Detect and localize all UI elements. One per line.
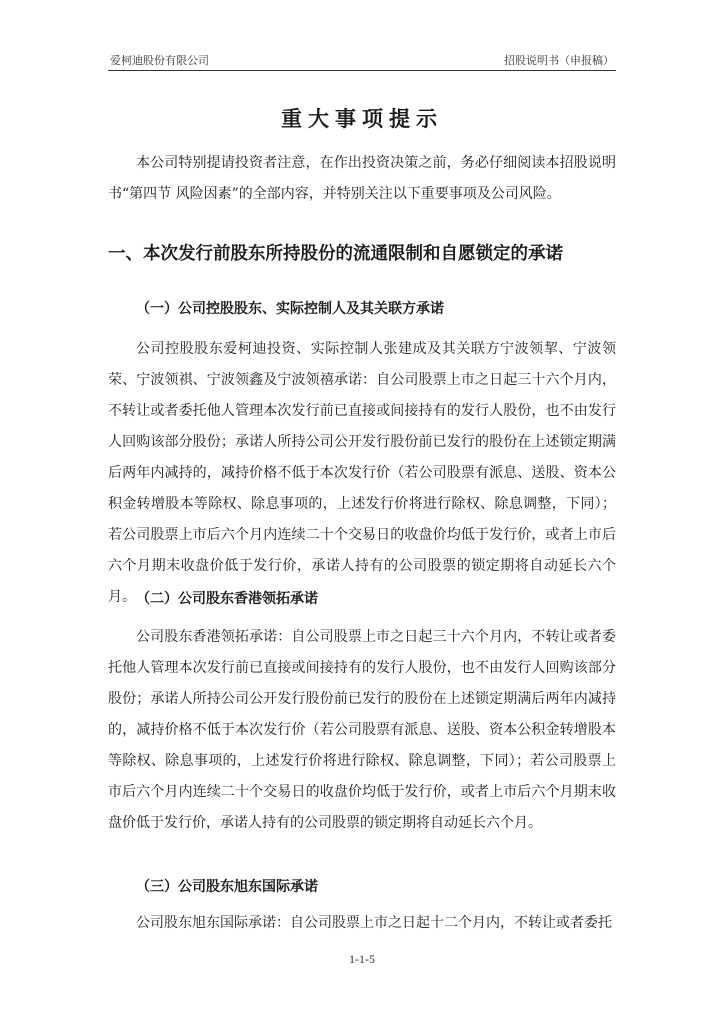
subsection-1-paragraph: 公司控股股东爱柯迪投资、实际控制人张建成及其关联方宁波领挈、宁波领荣、宁波领祺、宁波领鑫及宁波领禧承诺：自公司股票上市之日起三十六个月内，不转让或者委托他人管理本次发行前已直接或间接持有的发行人股份，也不由发行人回购该部分股份；承诺人所持公司公开发行股份前已发行的股份在上述锁定期满后两年内减持的，减持价格不低于本次发行价（若公司股票有派息、送股、资本公积金转增股本等除权、除息事项的，上述发行价将进行除权、除息调整，下同）；若公司股票上市后六个月内连续二十个交易日的收盘价均低于发行价，或者上市后六个月期末收盘价低于发行价，承诺人持有的公司股票的锁定期将自动延长六个月。 bbox=[108, 341, 616, 605]
subsection-2-heading: （二）公司股东香港领拓承诺 bbox=[136, 591, 318, 607]
page-title: 重大事项提示 bbox=[281, 107, 443, 131]
subsection-1-heading: （一）公司控股股东、实际控制人及其关联方承诺 bbox=[136, 301, 444, 317]
intro-paragraph: 本公司特别提请投资者注意，在作出投资决策之前，务必仔细阅读本招股说明书“第四节 风险因素”的全部内容，并特别关注以下重要事项及公司风险。 bbox=[108, 155, 616, 202]
header-company-name: 爱柯迪股份有限公司 bbox=[110, 54, 209, 67]
page-header bbox=[108, 50, 616, 71]
subsection-3-heading: （三）公司股东旭东国际承诺 bbox=[136, 879, 318, 895]
subsection-3-paragraph: 公司股东旭东国际承诺：自公司股票上市之日起十二个月内，不转让或者委托 bbox=[136, 915, 612, 931]
section-1-heading: 一、本次发行前股东所持股份的流通限制和自愿锁定的承诺 bbox=[108, 244, 563, 264]
page-number: 1-1-5 bbox=[349, 952, 375, 966]
subsection-2-paragraph: 公司股东香港领拓承诺：自公司股票上市之日起三十六个月内，不转让或者委托他人管理本次发行前已直接或间接持有的发行人股份，也不由发行人回购该部分股份；承诺人所持公司公开发行股份前已发行的股份在上述锁定期满后两年内减持的，减持价格不低于本次发行价（若公司股票有派息、送股、资本公积金转增股本等除权、除息事项的，上述发行价将进行除权、除息调整，下同）；若公司股票上市后六个月内连续二十个交易日的收盘价均低于发行价，或者上市后六个月期末收盘价低于发行价，承诺人持有的公司股票的锁定期将自动延长六个月。 bbox=[108, 629, 616, 831]
header-document-type: 招股说明书（申报稿） bbox=[504, 54, 614, 67]
